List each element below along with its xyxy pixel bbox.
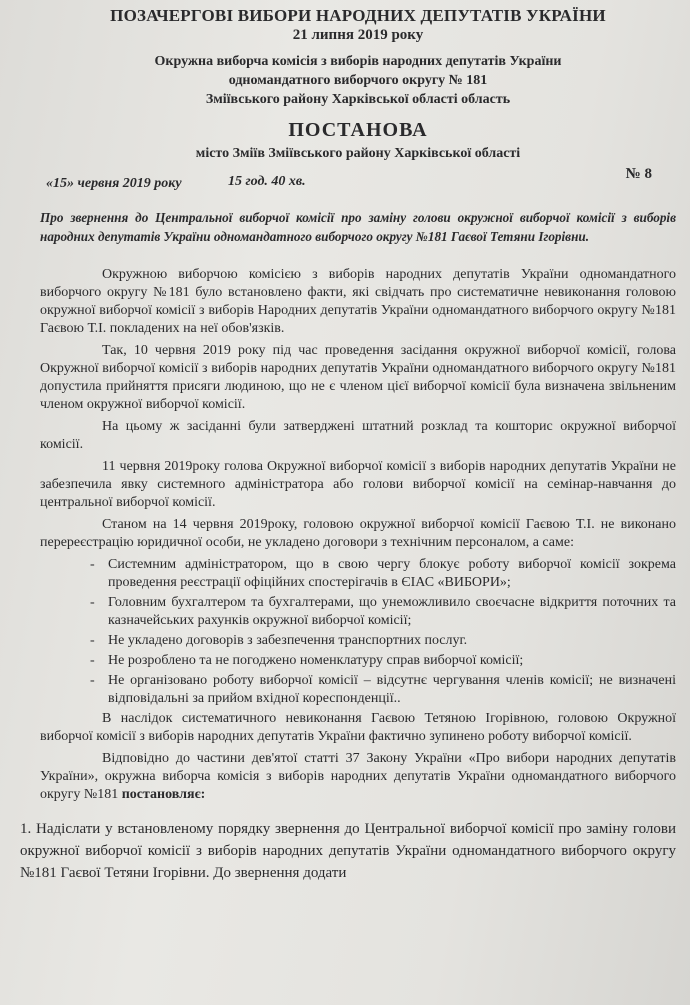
paragraph: Станом на 14 червня 2019року, головою окружної виборчої комісії Гаєвою Т.І. не виконано перереєстрацію юридичної особи, не укладено договори з технічним персоналом, а саме: <box>40 517 676 550</box>
paragraph: На цьому ж засіданні були затверджені штатний розклад та кошторис окружної виборчої комісії. <box>40 419 676 452</box>
resolution-point-1: 1. Надіслати у встановленому порядку звернення до Центральної виборчої комісії про заміну голови окружної виборчої комісії з виборів народних депутатів України одномандатного виборчого округу №181 Гаєвої Тетяни Ігорівни. До звернення додати <box>20 821 676 881</box>
resolution-subject: Про звернення до Центральної виборчої комісії про заміну голови окружної виборчої комісії з виборів народних депутатів України одномандатного виборчого округу №181 Гаєвої Тетяни Ігорівни. <box>40 210 676 244</box>
commission-line: Зміївського району Харківської області область <box>205 92 511 107</box>
list-item: - Не розроблено та не погоджено номенклатуру справ виборчої комісії; <box>40 652 676 670</box>
paragraph-basis <box>40 750 676 804</box>
list-item: - Не організовано роботу виборчої комісії – відсутнє чергування членів комісії; не визначені відповідальні за прийом вхідної кореспонденції.. <box>40 672 676 708</box>
paragraph: 11 червня 2019року голова Окружної виборчої комісії з виборів народних депутатів України не забезпечила явку системного адміністратора або голови виборчої комісії на семінар-навчання до центральної виборчої комісії. <box>40 459 676 510</box>
resolves-word: постановляє: <box>121 787 206 802</box>
list-item: - Не укладено договорів з забезпечення транспортних послуг. <box>40 632 676 650</box>
violations-list <box>40 556 676 708</box>
list-item: - Головним бухгалтером та бухгалтерами, що унеможливило своєчасне відкриття поточних та казначейських рахунків окружної виборчої комісії; <box>40 594 676 630</box>
basis-text: Відповідно до частини дев'ятої статті 37 Закону України «Про вибори народних депутатів України», окружна виборча комісія з виборів народних депутатів України одномандатного виборчого округу №181 <box>40 751 676 802</box>
commission-line: Окружна виборча комісія з виборів народних депутатів України <box>154 54 562 69</box>
list-item: - Системним адміністратором, що в свою чергу блокує роботу виборчої комісії зокрема проведення реєстрації офіційних спостерігачів в ЄІАС «ВИБОРИ»; <box>40 556 676 592</box>
resolution-number: № 8 <box>625 166 652 182</box>
document-city: місто Зміїв Зміївського району Харківської області <box>195 146 521 161</box>
resolution-date: «15» червня 2019 року <box>46 176 182 191</box>
commission-name <box>40 52 676 109</box>
document-title: ПОСТАНОВА <box>288 119 428 141</box>
election-date: 21 липня 2019 року <box>292 27 424 43</box>
commission-line: одномандатного виборчого округу № 181 <box>228 73 488 88</box>
resolution-body <box>40 266 676 804</box>
paragraph: Так, 10 червня 2019 року під час проведення засідання окружної виборчої комісії, голова Окружної виборчої комісії з виборів народних депутатів України одномандатного виборчого округу №181 допустила прийняття присяги людиною, що не є членом цієї виборчої комісії була визначена звільненим членом окружної виборчої комісії. <box>40 343 676 412</box>
paragraph: Окружною виборчою комісією з виборів народних депутатів України одномандатного виборчого округу №181 було встановлено факти, які свідчать про систематичне невиконання головою окружної виборчої комісії з виборів Народних депутатів України одномандатного виборчого округу №181 Гаєвою Т.І. покладених на неї обов'язків. <box>40 267 676 336</box>
paragraph-consequence: В наслідок систематичного невиконання Гаєвою Тетяною Ігорівною, головою Окружної виборчої комісії з виборів народних депутатів України фактично зупинено роботу виборчої комісії. <box>40 711 676 744</box>
date-number-row <box>40 166 676 192</box>
election-title: ПОЗАЧЕРГОВІ ВИБОРИ НАРОДНИХ ДЕПУТАТІВ УКРАЇНИ <box>110 6 606 25</box>
resolution-time: 15 год. 40 хв. <box>228 174 306 189</box>
